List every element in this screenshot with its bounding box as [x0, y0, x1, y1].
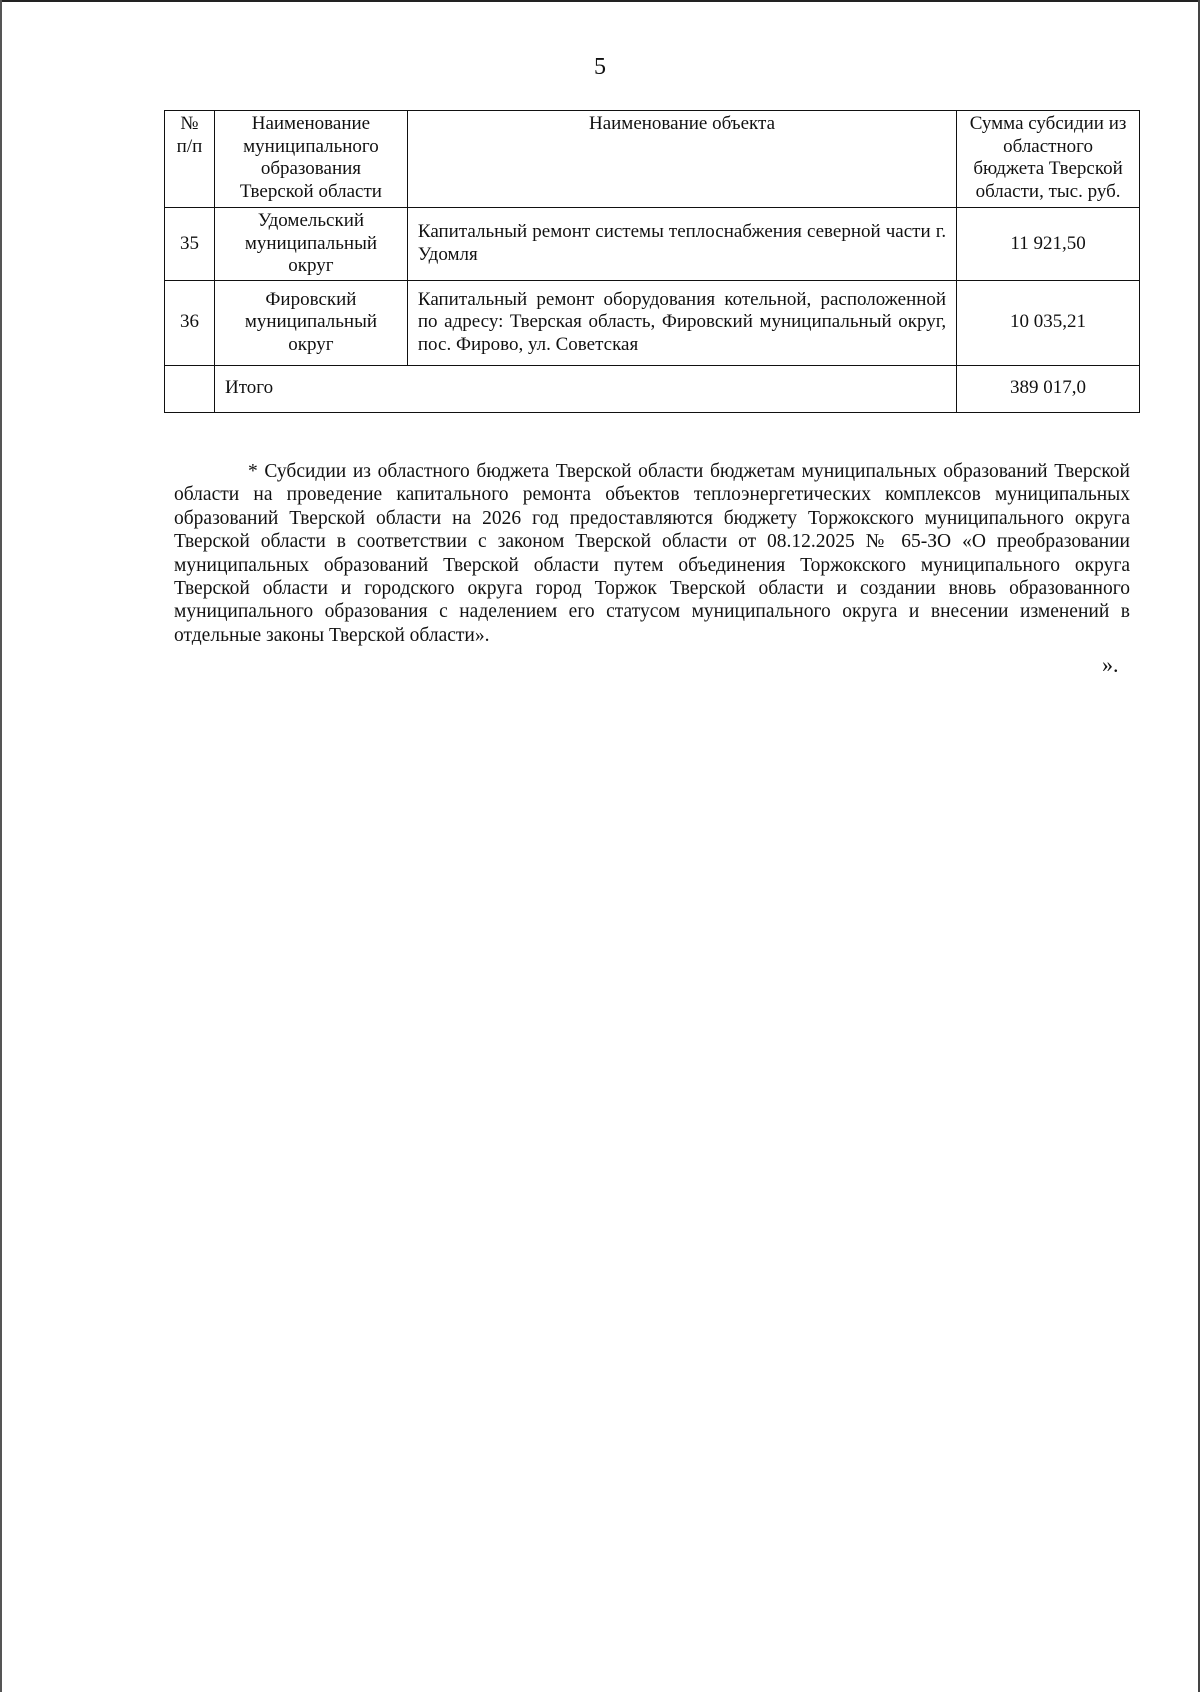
row-municipality: Удомельский муниципальный округ [214, 208, 407, 281]
row-municipality: Фировский муниципальный округ [214, 280, 407, 365]
scan-edge-left [0, 0, 2, 1692]
table-total-row [165, 365, 1140, 412]
scan-edge-top [0, 0, 1200, 2]
header-municipality: Наименование муниципального образования Тверской области [214, 111, 407, 208]
table-row [165, 280, 1140, 365]
row-sum: 11 921,50 [957, 208, 1140, 281]
header-num: № п/п [165, 111, 215, 208]
row-num: 35 [165, 208, 215, 281]
table-header-row [165, 111, 1140, 208]
table-row [165, 208, 1140, 281]
header-sum: Сумма субсидии из областного бюджета Тверской области, тыс. руб. [957, 111, 1140, 208]
page-number: 5 [594, 54, 606, 80]
row-num: 36 [165, 280, 215, 365]
footnote: * Субсидии из областного бюджета Тверской области бюджетам муниципальных образований Тверской области на проведение капитального ремонта объектов теплоэнергетических комплексов муниципальных образований Тверской области на 2026 год предоставляются бюджету Торжокского муниципального округа Тверской области в соответствии с законом Тверской области от 08.12.2025 № 65-ЗО «О преобразовании муниципальных образований Тверской области путем объединения Торжокского муниципального округа Тверской области и городского округа город Торжок Тверской области и создании вновь образованного муниципального образования с наделением его статусом муниципального округа и внесении изменений в отдельные законы Тверской области». [174, 461, 1130, 646]
total-empty-cell [165, 365, 215, 412]
subsidy-table [164, 110, 1140, 413]
row-object: Капитальный ремонт системы теплоснабжения северной части г. Удомля [407, 208, 956, 281]
row-sum: 10 035,21 [957, 280, 1140, 365]
header-object: Наименование объекта [407, 111, 956, 208]
total-label: Итого [214, 365, 956, 412]
total-sum: 389 017,0 [957, 365, 1140, 412]
closing-quote-mark: ». [1102, 652, 1119, 677]
row-object: Капитальный ремонт оборудования котельной, расположенной по адресу: Тверская область, Фировский муниципальный округ, пос. Фирово, ул. Советская [407, 280, 956, 365]
